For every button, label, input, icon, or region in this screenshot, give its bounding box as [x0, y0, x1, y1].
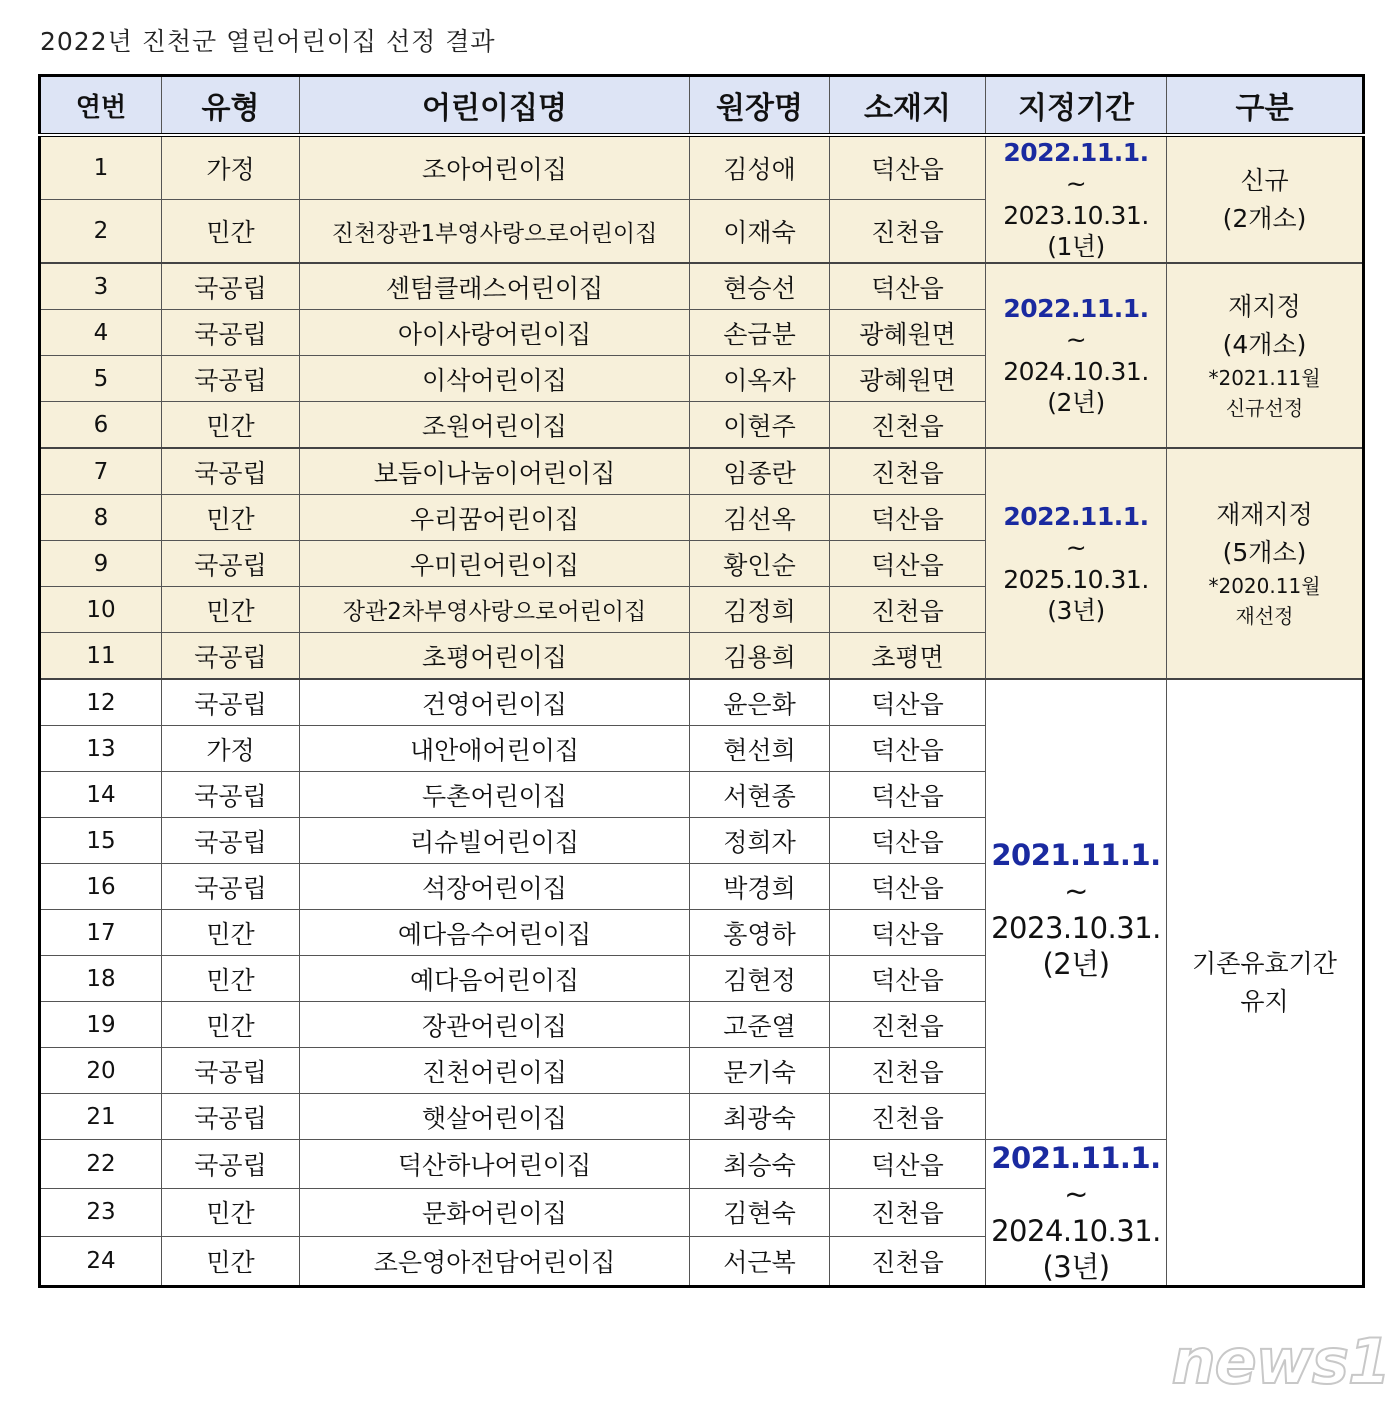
row-type: 국공립 — [162, 1094, 300, 1140]
category-cell — [1167, 263, 1364, 448]
row-director: 이재숙 — [690, 200, 830, 263]
row-director: 문기숙 — [690, 1048, 830, 1094]
header-row — [40, 76, 1364, 136]
row-daycare-name: 조은영아전담어린이집 — [300, 1237, 690, 1287]
row-director: 이옥자 — [690, 356, 830, 402]
row-director: 서현종 — [690, 772, 830, 818]
period-tilde: ~ — [1065, 169, 1087, 199]
category-cell — [1167, 448, 1364, 679]
row-location: 덕산읍 — [830, 495, 986, 541]
row-director: 김정희 — [690, 587, 830, 633]
row-daycare-name: 이삭어린이집 — [300, 356, 690, 402]
period-years: (3년) — [1042, 1249, 1110, 1284]
row-location: 덕산읍 — [830, 263, 986, 310]
header-type: 유형 — [162, 76, 300, 136]
row-type: 민간 — [162, 587, 300, 633]
category-label: 재지정 — [1228, 292, 1301, 321]
category-label: 기존유효기간 — [1192, 949, 1337, 978]
row-daycare-name: 초평어린이집 — [300, 633, 690, 680]
row-number: 17 — [40, 910, 162, 956]
row-daycare-name: 내안애어린이집 — [300, 726, 690, 772]
row-number: 3 — [40, 263, 162, 310]
row-director: 최승숙 — [690, 1140, 830, 1189]
row-director: 최광숙 — [690, 1094, 830, 1140]
period-start: 2022.11.1. — [1003, 502, 1149, 531]
row-location: 덕산읍 — [830, 726, 986, 772]
row-type: 민간 — [162, 200, 300, 263]
row-number: 4 — [40, 310, 162, 356]
category-cell — [1167, 135, 1364, 263]
period-tilde: ~ — [1064, 1177, 1088, 1212]
category-note: 재선정 — [1235, 604, 1294, 628]
row-director: 손금분 — [690, 310, 830, 356]
period-tilde: ~ — [1065, 533, 1087, 563]
period-cell — [986, 135, 1167, 263]
period-tilde: ~ — [1064, 874, 1088, 909]
row-director: 현승선 — [690, 263, 830, 310]
row-director: 고준열 — [690, 1002, 830, 1048]
header-category: 구분 — [1167, 76, 1364, 136]
category-label: 재재지정 — [1216, 500, 1313, 529]
row-number: 13 — [40, 726, 162, 772]
row-number: 12 — [40, 679, 162, 726]
row-type: 민간 — [162, 1002, 300, 1048]
selection-result-table — [38, 74, 1365, 1288]
period-start: 2022.11.1. — [1003, 294, 1149, 323]
row-location: 진천읍 — [830, 200, 986, 263]
row-location: 덕산읍 — [830, 135, 986, 200]
row-daycare-name: 햇살어린이집 — [300, 1094, 690, 1140]
row-number: 11 — [40, 633, 162, 680]
row-location: 덕산읍 — [830, 956, 986, 1002]
row-type: 가정 — [162, 135, 300, 200]
period-start: 2021.11.1. — [991, 1141, 1161, 1175]
period-end: 2024.10.31. — [991, 1213, 1161, 1248]
table-row — [40, 679, 1364, 726]
period-end: 2025.10.31. — [1003, 564, 1149, 594]
row-type: 민간 — [162, 1188, 300, 1237]
period-cell — [986, 1140, 1167, 1287]
row-type: 국공립 — [162, 818, 300, 864]
period-cell — [986, 679, 1167, 1140]
row-type: 민간 — [162, 910, 300, 956]
row-type: 국공립 — [162, 448, 300, 495]
row-daycare-name: 장관2차부영사랑으로어린이집 — [300, 587, 690, 633]
row-type: 국공립 — [162, 356, 300, 402]
row-director: 김성애 — [690, 135, 830, 200]
row-number: 7 — [40, 448, 162, 495]
row-director: 정희자 — [690, 818, 830, 864]
row-location: 광혜원면 — [830, 356, 986, 402]
row-location: 진천읍 — [830, 402, 986, 449]
period-end: 2023.10.31. — [991, 910, 1161, 945]
row-type: 국공립 — [162, 263, 300, 310]
category-count: (4개소) — [1222, 329, 1307, 359]
row-number: 6 — [40, 402, 162, 449]
period-years: (3년) — [1047, 595, 1105, 625]
category-label: 신규 — [1240, 166, 1289, 195]
row-type: 국공립 — [162, 772, 300, 818]
row-location: 덕산읍 — [830, 679, 986, 726]
row-daycare-name: 아이사랑어린이집 — [300, 310, 690, 356]
row-location: 덕산읍 — [830, 864, 986, 910]
category-note: *2020.11월 — [1208, 574, 1321, 598]
category-count: 유지 — [1240, 986, 1289, 1016]
row-type: 국공립 — [162, 633, 300, 680]
row-location: 진천읍 — [830, 1048, 986, 1094]
row-director: 김선옥 — [690, 495, 830, 541]
period-tilde: ~ — [1065, 325, 1087, 355]
period-start: 2021.11.1. — [991, 838, 1161, 872]
period-years: (1년) — [1047, 231, 1105, 261]
row-daycare-name: 센텀클래스어린이집 — [300, 263, 690, 310]
row-location: 덕산읍 — [830, 818, 986, 864]
row-type: 국공립 — [162, 541, 300, 587]
row-number: 10 — [40, 587, 162, 633]
row-type: 국공립 — [162, 864, 300, 910]
row-daycare-name: 예다음어린이집 — [300, 956, 690, 1002]
row-location: 진천읍 — [830, 1002, 986, 1048]
row-type: 국공립 — [162, 1140, 300, 1189]
row-number: 16 — [40, 864, 162, 910]
row-director: 김용희 — [690, 633, 830, 680]
row-type: 국공립 — [162, 310, 300, 356]
period-years: (2년) — [1047, 387, 1105, 417]
row-number: 20 — [40, 1048, 162, 1094]
row-location: 광혜원면 — [830, 310, 986, 356]
row-type: 민간 — [162, 402, 300, 449]
row-daycare-name: 조아어린이집 — [300, 135, 690, 200]
row-number: 2 — [40, 200, 162, 263]
row-number: 18 — [40, 956, 162, 1002]
row-director: 황인순 — [690, 541, 830, 587]
row-director: 서근복 — [690, 1237, 830, 1287]
table-row — [40, 1140, 1364, 1189]
period-end: 2024.10.31. — [1003, 356, 1149, 386]
header-daycare-name: 어린이집명 — [300, 76, 690, 136]
row-type: 민간 — [162, 956, 300, 1002]
row-director: 이현주 — [690, 402, 830, 449]
row-location: 덕산읍 — [830, 910, 986, 956]
row-number: 9 — [40, 541, 162, 587]
row-location: 덕산읍 — [830, 541, 986, 587]
row-daycare-name: 석장어린이집 — [300, 864, 690, 910]
row-daycare-name: 장관어린이집 — [300, 1002, 690, 1048]
period-cell — [986, 448, 1167, 679]
row-daycare-name: 조원어린이집 — [300, 402, 690, 449]
row-number: 5 — [40, 356, 162, 402]
row-daycare-name: 덕산하나어린이집 — [300, 1140, 690, 1189]
row-number: 1 — [40, 135, 162, 200]
row-location: 초평면 — [830, 633, 986, 680]
row-daycare-name: 진천어린이집 — [300, 1048, 690, 1094]
row-location: 덕산읍 — [830, 1140, 986, 1189]
row-director: 현선희 — [690, 726, 830, 772]
row-type: 국공립 — [162, 679, 300, 726]
row-number: 21 — [40, 1094, 162, 1140]
row-number: 19 — [40, 1002, 162, 1048]
row-number: 24 — [40, 1237, 162, 1287]
row-location: 진천읍 — [830, 448, 986, 495]
row-director: 홍영하 — [690, 910, 830, 956]
header-director: 원장명 — [690, 76, 830, 136]
row-director: 김현숙 — [690, 1188, 830, 1237]
table-row — [40, 135, 1364, 200]
row-type: 가정 — [162, 726, 300, 772]
row-type: 민간 — [162, 495, 300, 541]
row-type: 민간 — [162, 1237, 300, 1287]
row-daycare-name: 문화어린이집 — [300, 1188, 690, 1237]
row-daycare-name: 건영어린이집 — [300, 679, 690, 726]
header-period: 지정기간 — [986, 76, 1167, 136]
table-row — [40, 448, 1364, 495]
row-number: 23 — [40, 1188, 162, 1237]
row-daycare-name: 예다음수어린이집 — [300, 910, 690, 956]
period-start: 2022.11.1. — [1003, 138, 1149, 167]
row-location: 덕산읍 — [830, 772, 986, 818]
row-daycare-name: 두촌어린이집 — [300, 772, 690, 818]
period-cell — [986, 263, 1167, 448]
row-daycare-name: 우미린어린이집 — [300, 541, 690, 587]
category-count: (5개소) — [1222, 537, 1307, 567]
category-note: 신규선정 — [1225, 396, 1304, 420]
table-row — [40, 263, 1364, 310]
period-end: 2023.10.31. — [1003, 200, 1149, 230]
row-daycare-name: 리슈빌어린이집 — [300, 818, 690, 864]
news1-watermark-logo: news1 — [1171, 1325, 1390, 1398]
row-location: 진천읍 — [830, 1188, 986, 1237]
header-location: 소재지 — [830, 76, 986, 136]
row-daycare-name: 우리꿈어린이집 — [300, 495, 690, 541]
row-location: 진천읍 — [830, 1237, 986, 1287]
header-number: 연번 — [40, 76, 162, 136]
row-director: 박경희 — [690, 864, 830, 910]
row-daycare-name: 보듬이나눔이어린이집 — [300, 448, 690, 495]
category-cell — [1167, 679, 1364, 1287]
row-number: 8 — [40, 495, 162, 541]
category-count: (2개소) — [1222, 203, 1307, 233]
row-number: 15 — [40, 818, 162, 864]
row-director: 윤은화 — [690, 679, 830, 726]
category-note: *2021.11월 — [1208, 366, 1321, 390]
period-years: (2년) — [1042, 946, 1110, 981]
page-title: 2022년 진천군 열린어린이집 선정 결과 — [40, 27, 496, 56]
row-director: 임종란 — [690, 448, 830, 495]
row-location: 진천읍 — [830, 1094, 986, 1140]
row-number: 14 — [40, 772, 162, 818]
row-location: 진천읍 — [830, 587, 986, 633]
row-daycare-name: 진천장관1부영사랑으로어린이집 — [300, 200, 690, 263]
row-director: 김현정 — [690, 956, 830, 1002]
row-type: 국공립 — [162, 1048, 300, 1094]
row-number: 22 — [40, 1140, 162, 1189]
